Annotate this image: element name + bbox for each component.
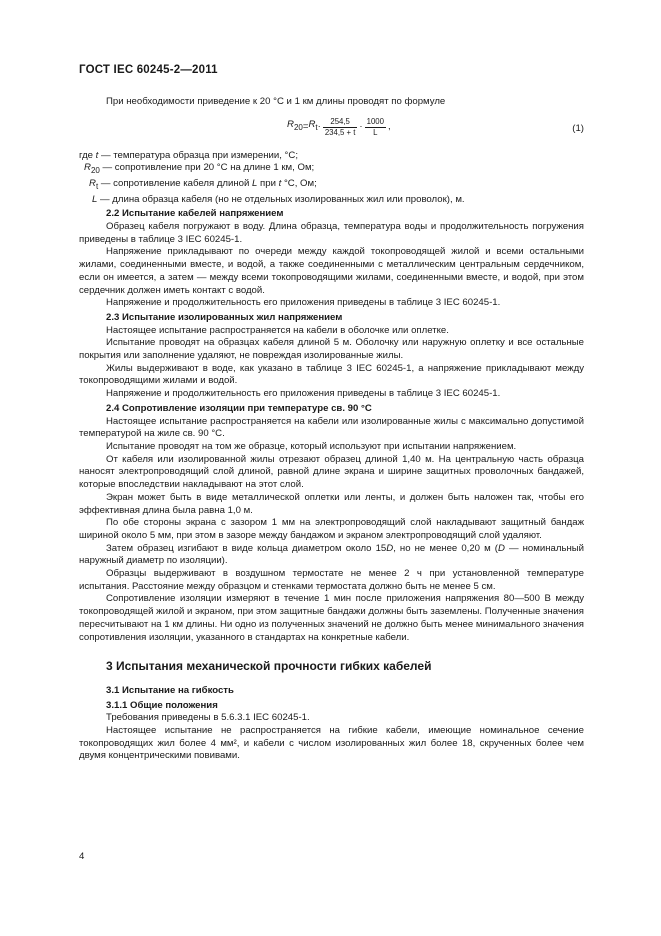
formula-body xyxy=(287,117,391,138)
formula-fraction-2 xyxy=(365,117,386,138)
section-3-1-1-title: 3.1.1 Общие положения xyxy=(106,699,218,711)
section-2-4-paragraph: Испытание проводят на том же образце, который используют при испытании напряжением. xyxy=(106,440,517,452)
section-2-3-paragraph: Настоящее испытание распространяется на кабели в оболочке или оплетке. xyxy=(106,324,449,336)
formula-eq: = xyxy=(302,120,309,132)
section-2-2-title: 2.2 Испытание кабелей напряжением xyxy=(106,208,284,220)
page-content xyxy=(79,96,584,763)
formula-dot-2: · xyxy=(359,120,363,132)
formula-1 xyxy=(79,115,584,147)
section-2-2-paragraph: Образец кабеля погружают в воду. Длина образца, температура воды и продолжительность погружения приведены в таблице 3 IEC 60245-1. xyxy=(79,221,584,245)
section-2-4-paragraph: Затем образец изгибают в виде кольца диаметром около 15D, но не менее 0,20 м (D — номинальный наружный диаметр по изоляции). xyxy=(79,542,584,567)
section-2-4-paragraph: Настоящее испытание распространяется на кабели или изолированные жилы с максимально допустимой температурой на жиле св. 90 °С. xyxy=(79,415,584,440)
section-2-3-paragraph: Испытание проводят на образцах кабеля длиной 5 м. Оболочку или наружную оплетку и все остальные покрытия или заполнение удаляют, не повреждая изолированные жилы. xyxy=(79,337,584,362)
section-2-4-paragraph: От кабеля или изолированной жилы отрезают образец длиной 1,40 м. На центральную часть образца наносят электропроводящий слой длиной, равной длине экрана и ширине защитных проволочных бандажей, которые впоследствии накладывают на этот слой. xyxy=(79,453,584,491)
section-2-3-title: 2.3 Испытание изолированных жил напряжением xyxy=(106,311,343,323)
definition-rt: $R_t$ — сопротивление кабеля длиной L при t °С, Ом; xyxy=(89,178,317,191)
section-2-4-paragraph: Экран может быть в виде металлической оплетки или ленты, и должен быть наложен так, чтобы его эффективная длина была равна 1,0 м. xyxy=(79,491,584,516)
formula-rt: R xyxy=(308,119,316,131)
section-2-4-title: 2.4 Сопротивление изоляции при температуре св. 90 °С xyxy=(106,402,372,414)
section-2-2-paragraph: Напряжение и продолжительность его приложения приведены в таблице 3 IEC 60245-1. xyxy=(106,297,501,309)
formula-definitions xyxy=(79,150,584,207)
formula-lhs-sub: 20 xyxy=(293,123,303,133)
section-2-3-paragraph: Напряжение и продолжительность его приложения приведены в таблице 3 IEC 60245-1. xyxy=(106,388,501,400)
formula-fraction-1 xyxy=(323,117,358,138)
intro-paragraph: При необходимости приведение к 20 °С и 1 км длины проводят по формуле xyxy=(106,96,446,107)
document-header: ГОСТ IEC 60245-2—2011 xyxy=(79,64,218,76)
formula-rt-sub: t xyxy=(315,123,318,133)
section-2-3-paragraph: Жилы выдерживают в воде, как указано в таблице 3 IEC 60245-1, а напряжение прикладывают между токопроводящими жилами и водой. xyxy=(79,362,584,387)
definition-t: где t — температура образца при измерении, °С; xyxy=(79,149,298,161)
section-3-1-1-paragraph: Требования приведены в 5.6.3.1 IEC 60245-1. xyxy=(106,712,310,724)
fraction-2-denominator: L xyxy=(373,127,378,137)
section-2-2-paragraph: Напряжение прикладывают по очереди между каждой токопроводящей жилой и всеми остальными жилами, соединенными вместе, и водой, а также соединенными с металлическим центральным сердечником, если он имеется, а затем — между всеми токопроводящими жилами, соединенными вместе, и водой, при этом сердечник должен иметь контакт с водой. xyxy=(79,246,584,296)
fraction-1-numerator: 254,5 xyxy=(323,117,358,128)
section-2-4-paragraph: Образцы выдерживают в воздушном термостате не менее 2 ч при установленной температуре испытания. Расстояние между образцом и стенками термостата должно быть не менее 5 см. xyxy=(79,568,584,592)
section-3-1-1-paragraph: Настоящее испытание не распространяется на гибкие кабели, имеющие номинальное сечение токопроводящих жил более 4 мм², и кабели с числом изолированных жил более 18, скрученных более чем двумя концентрическими повивами. xyxy=(79,725,584,762)
chapter-3-title: 3 Испытания механической прочности гибких кабелей xyxy=(106,659,432,674)
section-2-4-paragraph: Сопротивление изоляции измеряют в течение 1 мин после приложения напряжения 80—500 В между токопроводящей жилой и экраном, при этом защитные бандажи должны быть заземлены. Полученные значения пересчитывают на 1 км длины. Ни одно из полученных значений не должно быть менее минимального значения сопротивления изоляции, указанного в стандартах на конкретные кабели. xyxy=(79,593,584,643)
fraction-1-denominator: 234,5 + t xyxy=(324,127,356,137)
page-number: 4 xyxy=(79,851,85,862)
definition-r20: $R_{20}$ — сопротивление при 20 °С на длине 1 км, Ом; xyxy=(84,162,315,176)
section-2-4-paragraph: По обе стороны экрана с зазором 1 мм на электропроводящий слой накладывают защитный бандаж шириной около 5 мм, при этом в зазоре между бандажом и экраном электропроводящий слой удаляют. xyxy=(79,517,584,541)
section-3-1-title: 3.1 Испытание на гибкость xyxy=(106,684,234,696)
formula-tail: , xyxy=(387,120,391,132)
fraction-2-numerator: 1000 xyxy=(366,116,384,126)
definition-l: L — длина образца кабеля (но не отдельных изолированных жил или проволок), м. xyxy=(92,193,465,205)
formula-number: (1) xyxy=(572,122,584,134)
formula-dot: · xyxy=(317,120,321,132)
formula-lhs: R xyxy=(287,119,294,131)
